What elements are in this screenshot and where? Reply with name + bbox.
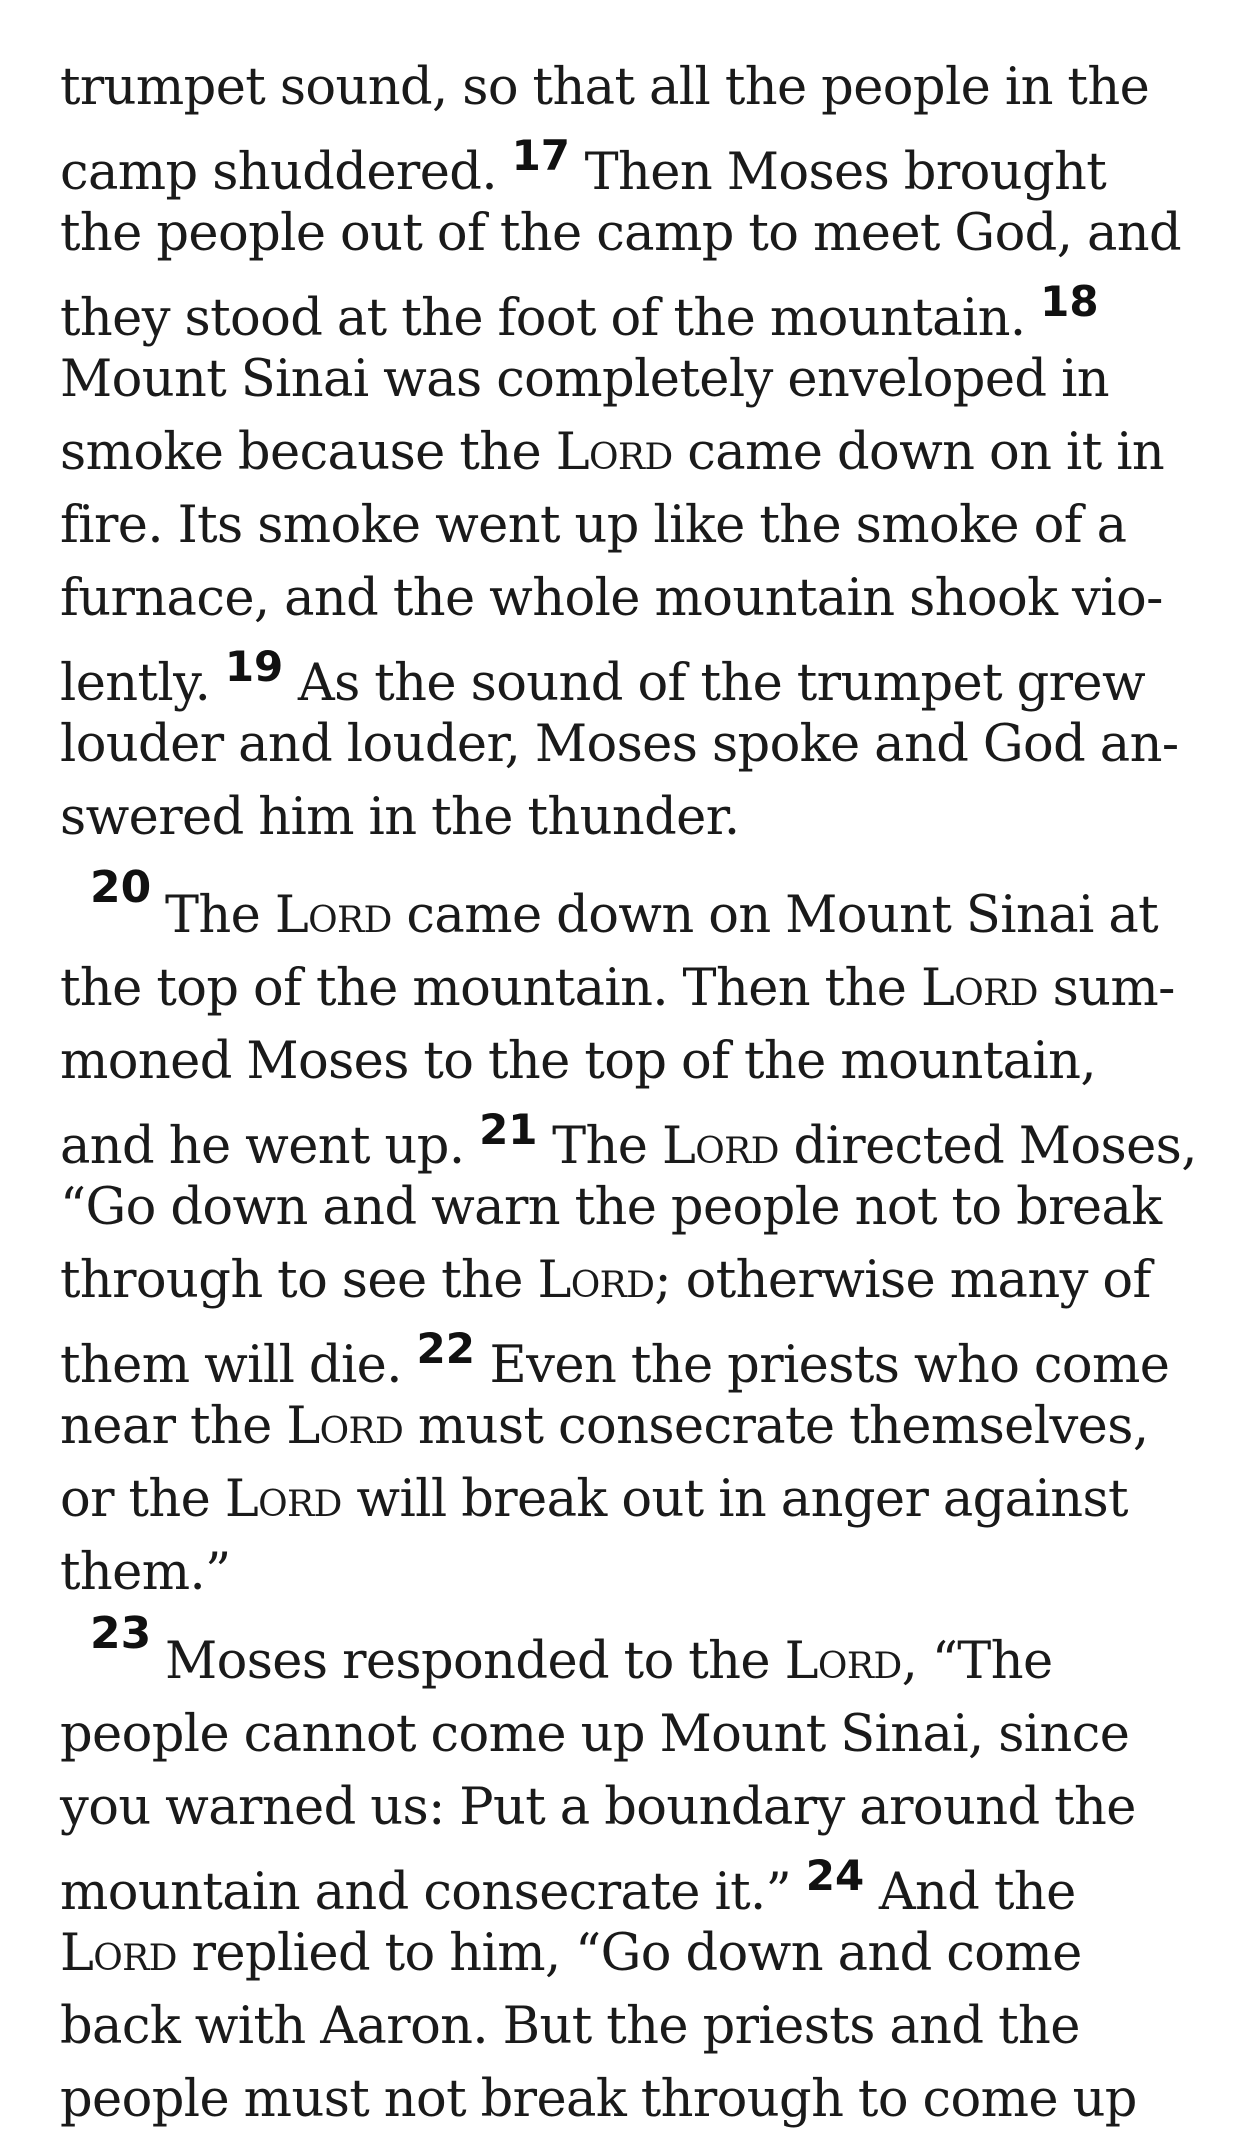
text-line bbox=[60, 1705, 1130, 1764]
text-segment: fire. Its smoke went up like the smoke of a bbox=[60, 496, 1127, 555]
text-segment: and he went up. bbox=[60, 1116, 480, 1176]
text-line bbox=[60, 131, 1107, 202]
divine-name-smallcaps: Lord bbox=[784, 1632, 902, 1691]
divine-name-smallcaps: Lord bbox=[555, 423, 673, 482]
verse-number: 22 bbox=[416, 1324, 475, 1373]
text-line bbox=[60, 1397, 1149, 1456]
divine-name-smallcaps: Lord bbox=[60, 1924, 177, 1983]
text-line bbox=[60, 58, 1150, 117]
verse-number: 21 bbox=[479, 1105, 538, 1154]
text-segment: The bbox=[165, 886, 275, 945]
text-segment: them.” bbox=[60, 1543, 231, 1602]
text-line bbox=[60, 496, 1127, 555]
text-line bbox=[60, 1470, 1128, 1529]
text-line bbox=[60, 1251, 1151, 1310]
text-line bbox=[60, 569, 1163, 628]
text-segment: lently. bbox=[60, 653, 225, 713]
text-line bbox=[60, 1178, 1162, 1237]
text-line bbox=[60, 1105, 1197, 1176]
verse-number: 18 bbox=[1040, 277, 1099, 326]
text-segment: mountain and consecrate it.” bbox=[60, 1862, 806, 1922]
text-line bbox=[60, 350, 1110, 409]
text-segment: And the bbox=[864, 1862, 1076, 1922]
text-segment: “Go down and warn the people not to break bbox=[60, 1178, 1162, 1237]
text-segment: trumpet sound, so that all the people in the bbox=[60, 58, 1150, 117]
text-line bbox=[60, 1778, 1136, 1837]
text-line bbox=[60, 423, 1165, 482]
text-segment: people must not break through to come up bbox=[60, 2070, 1137, 2129]
text-segment: them will die. bbox=[60, 1335, 417, 1395]
text-segment: you warned us: Put a boundary around the bbox=[60, 1778, 1136, 1837]
verse-number: 24 bbox=[805, 1851, 865, 1900]
text-line bbox=[60, 1851, 1076, 1922]
text-line bbox=[60, 1997, 1080, 2056]
text-segment: the top of the mountain. Then the bbox=[60, 959, 921, 1018]
text-line bbox=[60, 788, 740, 847]
text-segment: louder and louder, Moses spoke and God an- bbox=[60, 715, 1179, 774]
text-line bbox=[60, 642, 1146, 713]
text-line bbox=[60, 2070, 1137, 2129]
text-segment: people cannot come up Mount Sinai, since bbox=[60, 1705, 1130, 1764]
text-segment: furnace, and the whole mountain shook vio- bbox=[60, 569, 1163, 628]
text-segment: the people out of the camp to meet God, and bbox=[60, 204, 1182, 263]
verse-number: 23 bbox=[90, 1608, 152, 1659]
text-line bbox=[60, 204, 1182, 263]
text-segment: camp shuddered. bbox=[60, 142, 512, 202]
text-segment: , “The bbox=[901, 1632, 1053, 1691]
text-line bbox=[60, 1924, 1082, 1983]
text-segment: ; otherwise many of bbox=[654, 1251, 1151, 1310]
text-line bbox=[60, 1543, 231, 1602]
text-segment: near the bbox=[60, 1397, 287, 1456]
text-segment: moned Moses to the top of the mountain, bbox=[60, 1032, 1096, 1091]
text-line bbox=[60, 1324, 1170, 1395]
divine-name-smallcaps: Lord bbox=[286, 1397, 404, 1456]
text-segment: directed Moses, bbox=[778, 1116, 1197, 1176]
text-segment: must consecrate themselves, bbox=[403, 1397, 1149, 1456]
text-line bbox=[60, 715, 1179, 774]
text-segment: smoke because the bbox=[60, 423, 556, 482]
divine-name-smallcaps: Lord bbox=[274, 886, 392, 945]
text-segment: Moses responded to the bbox=[165, 1632, 785, 1691]
divine-name-smallcaps: Lord bbox=[661, 1116, 779, 1176]
text-segment: will break out in anger against bbox=[341, 1470, 1128, 1529]
text-segment: came down on it in bbox=[672, 423, 1165, 482]
text-segment: Mount Sinai was completely enveloped in bbox=[60, 350, 1110, 409]
text-segment: replied to him, “Go down and come bbox=[176, 1924, 1082, 1983]
text-segment: they stood at the foot of the mountain. bbox=[60, 288, 1041, 348]
text-line bbox=[165, 886, 1159, 945]
text-line bbox=[60, 277, 1099, 348]
text-segment: back with Aaron. But the priests and the bbox=[60, 1997, 1080, 2056]
divine-name-smallcaps: Lord bbox=[224, 1470, 342, 1529]
text-segment: As the sound of the trumpet grew bbox=[283, 653, 1146, 713]
text-segment: sum- bbox=[1037, 959, 1175, 1018]
verse-number: 19 bbox=[224, 642, 284, 691]
text-segment: swered him in the thunder. bbox=[60, 788, 740, 847]
text-segment: Even the priests who come bbox=[474, 1335, 1170, 1395]
text-segment: or the bbox=[60, 1470, 225, 1529]
text-segment: came down on Mount Sinai at bbox=[391, 886, 1159, 945]
text-segment: Then Moses brought bbox=[570, 142, 1107, 202]
text-line bbox=[60, 959, 1175, 1018]
text-segment: The bbox=[537, 1116, 662, 1176]
text-line bbox=[60, 1032, 1096, 1091]
verse-number: 20 bbox=[90, 862, 152, 913]
divine-name-smallcaps: Lord bbox=[537, 1251, 655, 1310]
verse-number: 17 bbox=[511, 131, 571, 180]
text-line bbox=[165, 1632, 1053, 1691]
text-segment: through to see the bbox=[60, 1251, 538, 1310]
divine-name-smallcaps: Lord bbox=[921, 959, 1038, 1018]
